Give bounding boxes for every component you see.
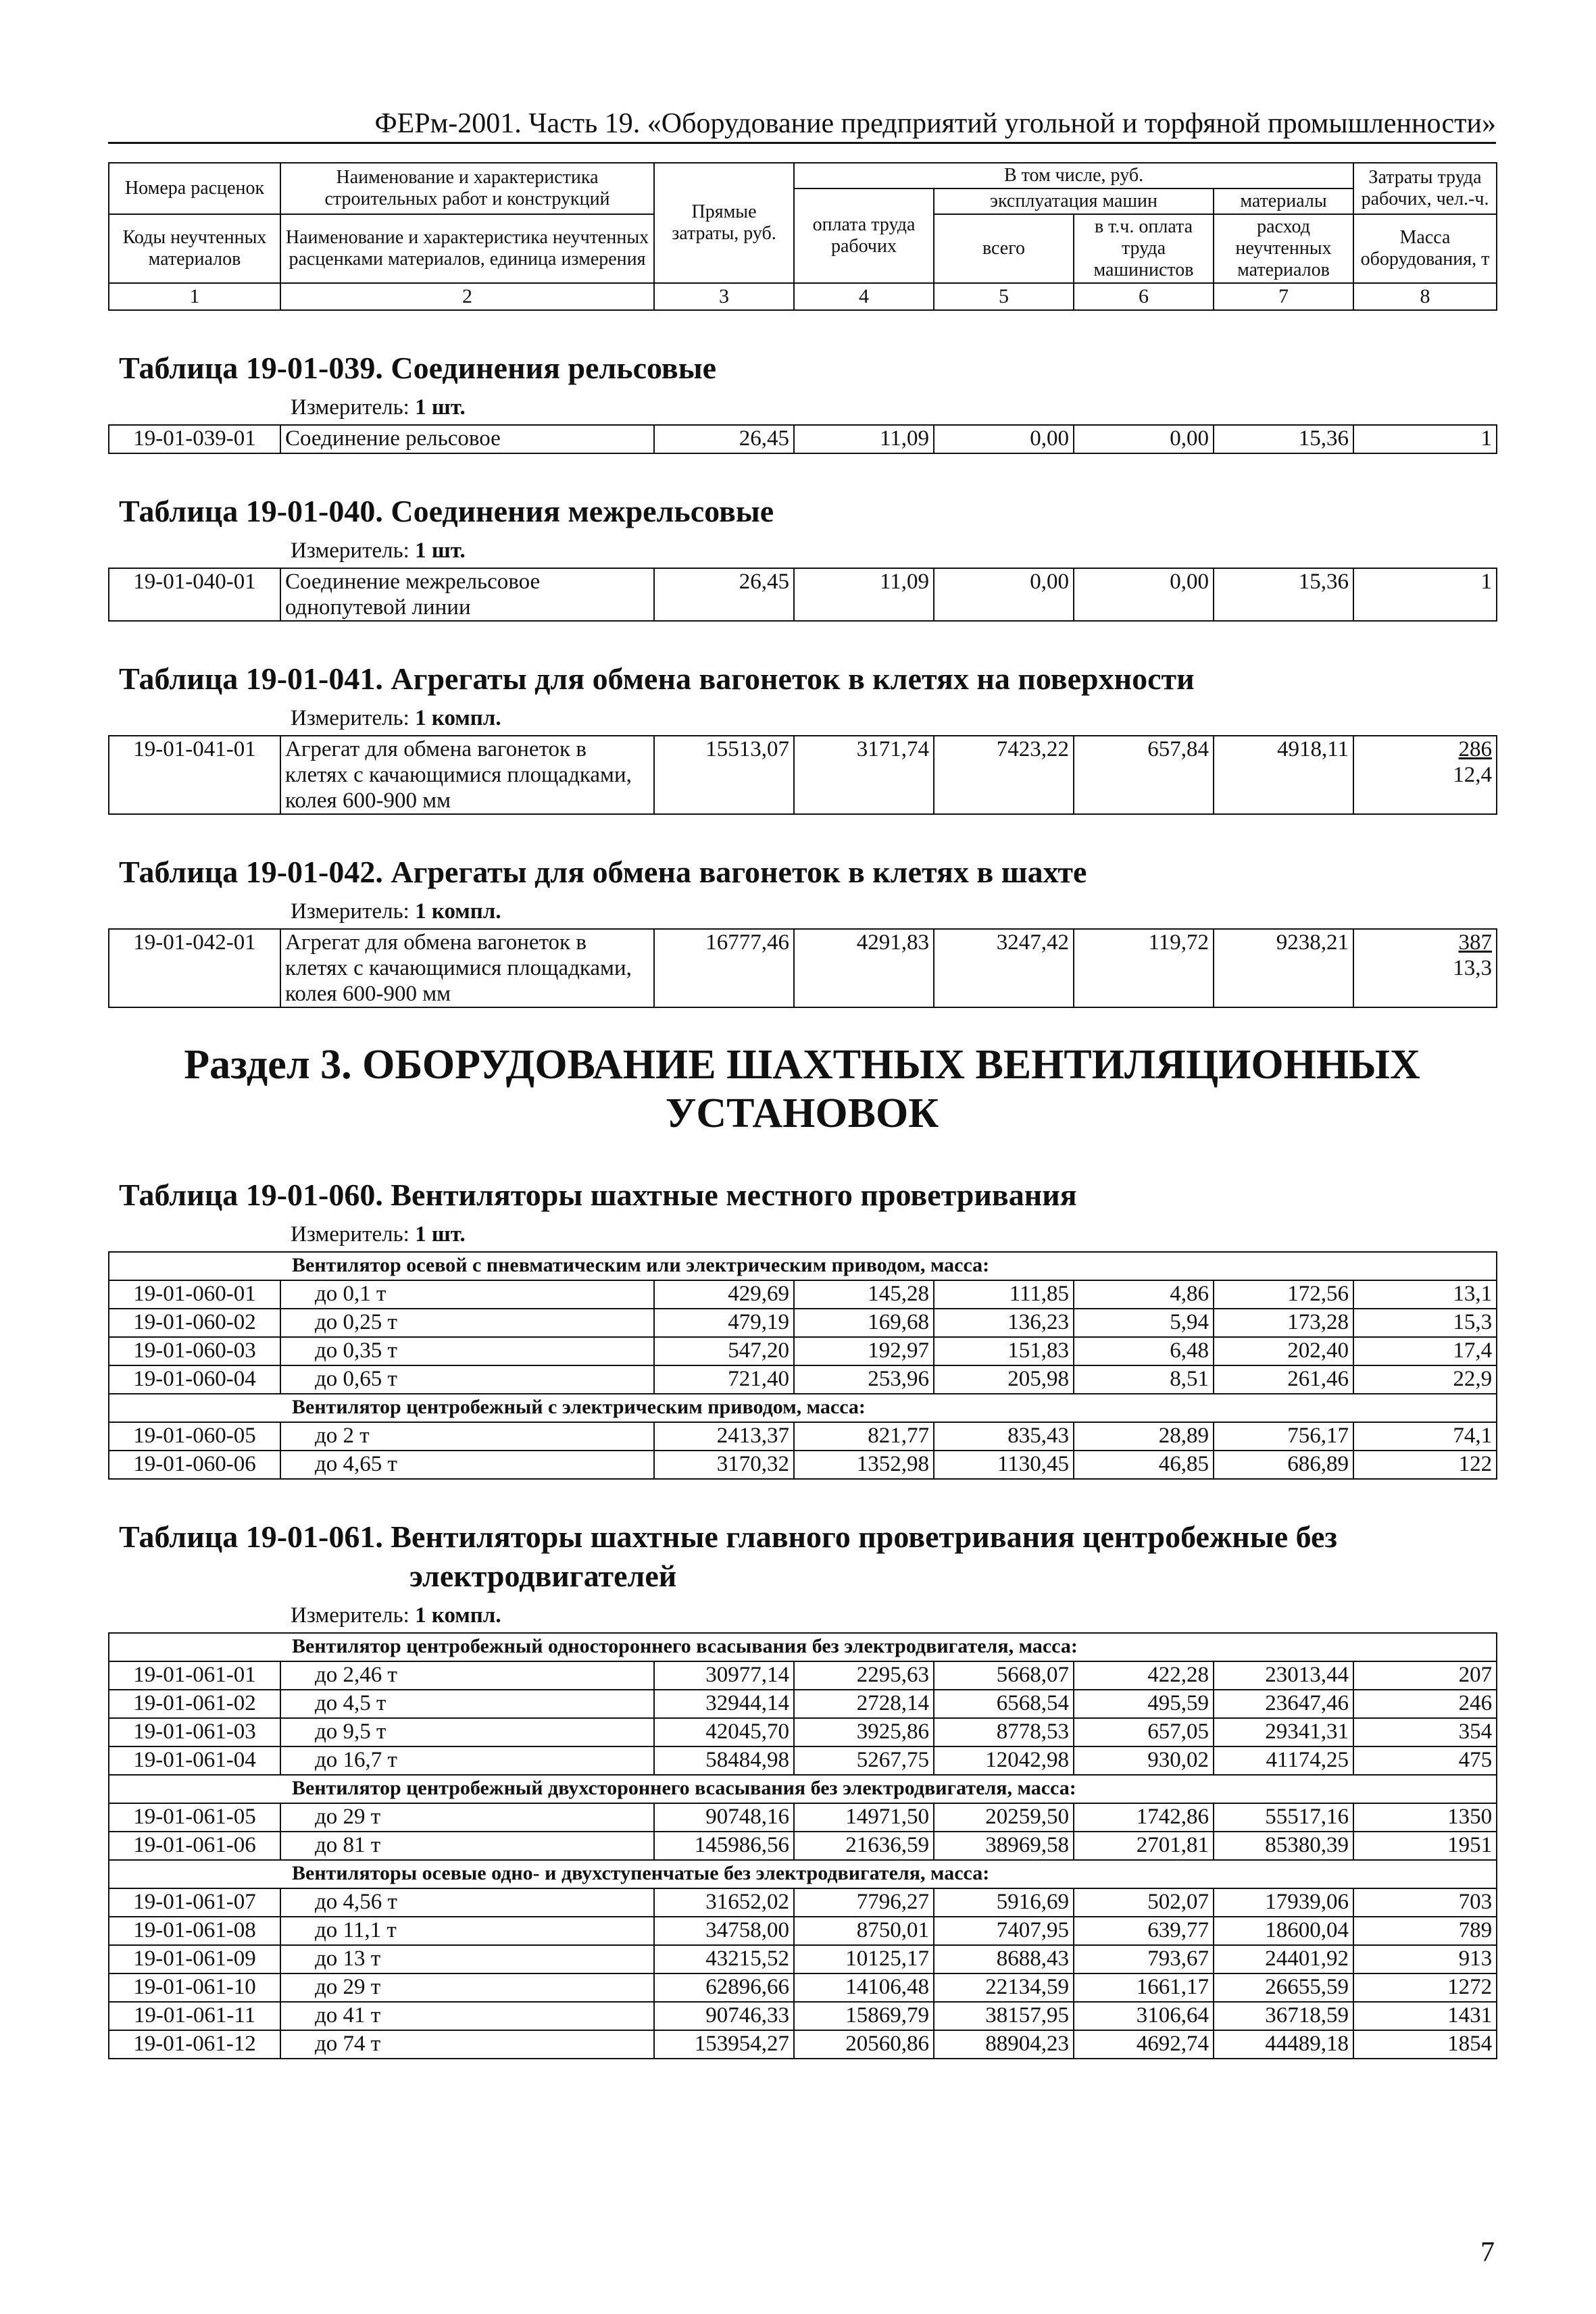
row-direct: 58484,98 [654, 1746, 794, 1775]
row-mach: 5668,07 [934, 1661, 1074, 1690]
row-direct: 31652,02 [654, 1888, 794, 1917]
row-mach-labor: 5,94 [1074, 1309, 1214, 1337]
row-mach-labor: 793,67 [1074, 1945, 1214, 1973]
row-labor: 4291,83 [794, 929, 934, 1007]
row-labor-h: 475 [1353, 1746, 1497, 1775]
row-name: до 29 т [280, 1973, 654, 2002]
row-mat: 173,28 [1214, 1309, 1353, 1337]
table-row [109, 1280, 1497, 1309]
measure-line: Измеритель: 1 компл. [291, 899, 501, 924]
measure-line: Измеритель: 1 компл. [291, 706, 501, 730]
row-direct: 721,40 [654, 1365, 794, 1394]
row-name: до 2,46 т [280, 1661, 654, 1690]
row-mach: 151,83 [934, 1337, 1074, 1365]
table-039 [108, 349, 1496, 454]
row-mat: 756,17 [1214, 1422, 1353, 1451]
row-mat: 18600,04 [1214, 1917, 1353, 1945]
data-table [108, 1251, 1497, 1480]
row-mach: 3247,42 [934, 929, 1074, 1007]
row-name: до 4,5 т [280, 1690, 654, 1718]
row-mach-labor: 4692,74 [1074, 2030, 1214, 2059]
row-mach: 5916,69 [934, 1888, 1074, 1917]
row-direct: 145986,56 [654, 1832, 794, 1860]
row-mach: 205,98 [934, 1365, 1074, 1394]
col2-bottom: Наименование и характеристика неучтенных расценками материалов, единица измерения [280, 214, 654, 283]
measure-line: Измеритель: 1 шт. [291, 538, 466, 563]
column-header-table [108, 162, 1497, 311]
measure-line: Измеритель: 1 шт. [291, 1222, 466, 1247]
table-row [109, 425, 1497, 453]
group-header: Вентилятор центробежный с электрическим приводом, масса: [109, 1394, 1497, 1422]
row-name: до 81 т [280, 1832, 654, 1860]
row-direct: 547,20 [654, 1337, 794, 1365]
row-code: 19-01-061-06 [109, 1832, 280, 1860]
data-table [108, 1632, 1497, 2059]
row-labor-mass [1353, 929, 1497, 1007]
row-name: Агрегат для обмена вагонеток в клетях с качающимися площадками, колея 600-900 мм [280, 736, 654, 814]
row-labor: 3171,74 [794, 736, 934, 814]
row-name: до 29 т [280, 1803, 654, 1832]
table-row [109, 1832, 1497, 1860]
page-header: ФЕРм-2001. Часть 19. «Оборудование предприятий угольной и торфяной промышленности» [374, 108, 1496, 139]
table-row [109, 1718, 1497, 1746]
group-header-row [109, 1394, 1497, 1422]
row-labor: 20560,86 [794, 2030, 934, 2059]
row-labor: 14106,48 [794, 1973, 934, 2002]
row-direct: 26,45 [654, 425, 794, 453]
section-title [108, 1040, 1496, 1138]
labor-cost-header: Затраты труда рабочих, чел.-ч. [1353, 163, 1497, 214]
col-number: 6 [1074, 283, 1214, 310]
row-mass: 13,3 [1453, 956, 1492, 980]
group-header-row [109, 1633, 1497, 1661]
row-direct: 3170,32 [654, 1451, 794, 1479]
table-row [109, 1422, 1497, 1451]
row-mat: 29341,31 [1214, 1718, 1353, 1746]
machines-total-header: всего [934, 214, 1074, 283]
row-code: 19-01-041-01 [109, 736, 280, 814]
measure-line: Измеритель: 1 шт. [291, 395, 466, 420]
row-mach-labor: 930,02 [1074, 1746, 1214, 1775]
machines-header: эксплуатация машин [934, 188, 1214, 214]
row-labor: 169,68 [794, 1309, 934, 1337]
row-labor-h: 913 [1353, 1945, 1497, 1973]
table-title-line: Таблица 19-01-061. Вентиляторы шахтные главного проветривания центробежные без [119, 1519, 1337, 1554]
row-mach: 38969,58 [934, 1832, 1074, 1860]
row-name: до 11,1 т [280, 1917, 654, 1945]
row-code: 19-01-060-02 [109, 1309, 280, 1337]
row-labor: 7796,27 [794, 1888, 934, 1917]
equip-mass-header: Масса оборудования, т [1353, 214, 1497, 283]
col-number: 1 [109, 283, 280, 310]
row-direct: 90748,16 [654, 1803, 794, 1832]
group-header: Вентилятор центробежный одностороннего всасывания без электродвигателя, масса: [109, 1633, 1497, 1661]
row-code: 19-01-042-01 [109, 929, 280, 1007]
row-code: 19-01-061-12 [109, 2030, 280, 2059]
data-table [108, 735, 1497, 815]
row-mat: 44489,18 [1214, 2030, 1353, 2059]
row-mat: 17939,06 [1214, 1888, 1353, 1917]
col-number: 7 [1214, 283, 1353, 310]
row-mach-labor: 0,00 [1074, 568, 1214, 621]
table-row [109, 736, 1497, 814]
row-labor: 2728,14 [794, 1690, 934, 1718]
row-code: 19-01-061-07 [109, 1888, 280, 1917]
group-header-row [109, 1252, 1497, 1280]
row-labor-h: 122 [1353, 1451, 1497, 1479]
row-name: до 4,65 т [280, 1451, 654, 1479]
machines-labor-header: в т.ч. оплата труда машинистов [1074, 214, 1214, 283]
row-labor: 821,77 [794, 1422, 934, 1451]
table-row [109, 1803, 1497, 1832]
table-041 [108, 659, 1496, 815]
row-name: до 0,35 т [280, 1337, 654, 1365]
row-mach: 38157,95 [934, 2002, 1074, 2030]
row-labor: 14971,50 [794, 1803, 934, 1832]
row-name: до 4,56 т [280, 1888, 654, 1917]
table-row [109, 1451, 1497, 1479]
row-labor-h: 246 [1353, 1690, 1497, 1718]
col-number: 4 [794, 283, 934, 310]
row-mat: 202,40 [1214, 1337, 1353, 1365]
row-labor: 10125,17 [794, 1945, 934, 1973]
row-name: до 0,1 т [280, 1280, 654, 1309]
row-code: 19-01-061-09 [109, 1945, 280, 1973]
row-name: Соединение межрельсовое однопутевой линии [280, 568, 654, 621]
labor-pay-header: оплата труда рабочих [794, 188, 934, 283]
row-name: до 74 т [280, 2030, 654, 2059]
row-mat: 41174,25 [1214, 1746, 1353, 1775]
row-code: 19-01-061-01 [109, 1661, 280, 1690]
materials-header: материалы [1214, 188, 1353, 214]
measure-line: Измеритель: 1 компл. [291, 1603, 501, 1628]
row-mach-labor: 422,28 [1074, 1661, 1214, 1690]
row-labor: 253,96 [794, 1365, 934, 1394]
row-labor-h: 1 [1353, 568, 1497, 621]
section-title-line: Раздел 3. ОБОРУДОВАНИЕ ШАХТНЫХ ВЕНТИЛЯЦИОННЫХ [184, 1042, 1420, 1088]
row-mach: 7423,22 [934, 736, 1074, 814]
row-mat: 24401,92 [1214, 1945, 1353, 1973]
page-number: 7 [1480, 2237, 1495, 2268]
document-body [108, 162, 1496, 2059]
table-row [109, 1917, 1497, 1945]
section-title-line: УСТАНОВОК [665, 1090, 939, 1136]
row-code: 19-01-060-03 [109, 1337, 280, 1365]
row-code: 19-01-061-11 [109, 2002, 280, 2030]
row-mach-labor: 8,51 [1074, 1365, 1214, 1394]
col2-top: Наименование и характеристика строительных работ и конструкций [280, 163, 654, 214]
row-direct: 16777,46 [654, 929, 794, 1007]
row-labor-mass [1353, 736, 1497, 814]
row-mach: 0,00 [934, 568, 1074, 621]
row-labor: 15869,79 [794, 2002, 934, 2030]
row-mach-labor: 495,59 [1074, 1690, 1214, 1718]
header-rule [108, 142, 1496, 144]
row-labor: 8750,01 [794, 1917, 934, 1945]
row-labor-h: 207 [1353, 1661, 1497, 1690]
col-number: 8 [1353, 283, 1497, 310]
row-labor-h: 1 [1353, 425, 1497, 453]
data-table [108, 424, 1497, 454]
row-mat: 15,36 [1214, 568, 1353, 621]
col3-direct-costs: Прямые затраты, руб. [654, 163, 794, 283]
row-labor-h: 1431 [1353, 2002, 1497, 2030]
row-mach: 22134,59 [934, 1973, 1074, 2002]
table-040 [108, 492, 1496, 622]
row-mat: 55517,16 [1214, 1803, 1353, 1832]
row-name: до 0,25 т [280, 1309, 654, 1337]
table-row [109, 929, 1497, 1007]
row-mass: 12,4 [1453, 763, 1492, 787]
row-labor: 11,09 [794, 425, 934, 453]
row-mach: 0,00 [934, 425, 1074, 453]
group-header-row [109, 1775, 1497, 1803]
row-mat: 261,46 [1214, 1365, 1353, 1394]
row-mach-labor: 4,86 [1074, 1280, 1214, 1309]
row-name: до 16,7 т [280, 1746, 654, 1775]
row-name: до 9,5 т [280, 1718, 654, 1746]
row-mat: 15,36 [1214, 425, 1353, 453]
incl-header: В том числе, руб. [794, 163, 1353, 188]
row-mach-labor: 0,00 [1074, 425, 1214, 453]
row-labor-h: 1951 [1353, 1832, 1497, 1860]
row-mach: 835,43 [934, 1422, 1074, 1451]
row-labor: 1352,98 [794, 1451, 934, 1479]
row-mat: 686,89 [1214, 1451, 1353, 1479]
row-mat: 172,56 [1214, 1280, 1353, 1309]
table-060 [108, 1176, 1496, 1480]
row-mat: 85380,39 [1214, 1832, 1353, 1860]
row-mach-labor: 639,77 [1074, 1917, 1214, 1945]
row-mach-labor: 119,72 [1074, 929, 1214, 1007]
group-header: Вентиляторы осевые одно- и двухступенчатые без электродвигателя, масса: [109, 1860, 1497, 1888]
row-direct: 429,69 [654, 1280, 794, 1309]
row-mach: 12042,98 [934, 1746, 1074, 1775]
row-labor-h: 17,4 [1353, 1337, 1497, 1365]
table-row [109, 1337, 1497, 1365]
row-mach: 88904,23 [934, 2030, 1074, 2059]
row-direct: 32944,14 [654, 1690, 794, 1718]
row-labor: 192,97 [794, 1337, 934, 1365]
row-direct: 34758,00 [654, 1917, 794, 1945]
row-labor: 21636,59 [794, 1832, 934, 1860]
row-name: до 2 т [280, 1422, 654, 1451]
table-title [108, 1517, 1496, 1596]
col-number: 2 [280, 283, 654, 310]
row-code: 19-01-060-04 [109, 1365, 280, 1394]
group-header-row [109, 1860, 1497, 1888]
row-labor-h: 15,3 [1353, 1309, 1497, 1337]
row-labor: 11,09 [794, 568, 934, 621]
row-name: до 41 т [280, 2002, 654, 2030]
table-row [109, 1945, 1497, 1973]
row-code: 19-01-061-02 [109, 1690, 280, 1718]
table-row [109, 1661, 1497, 1690]
table-row [109, 1746, 1497, 1775]
row-mach-labor: 46,85 [1074, 1451, 1214, 1479]
row-labor-h: 387 [1458, 930, 1492, 955]
row-code: 19-01-061-03 [109, 1718, 280, 1746]
row-mach-labor: 1742,86 [1074, 1803, 1214, 1832]
row-labor-h: 74,1 [1353, 1422, 1497, 1451]
row-mach-labor: 1661,17 [1074, 1973, 1214, 2002]
row-code: 19-01-060-05 [109, 1422, 280, 1451]
row-mach-labor: 657,84 [1074, 736, 1214, 814]
row-direct: 43215,52 [654, 1945, 794, 1973]
table-title: Таблица 19-01-040. Соединения межрельсовые [119, 494, 774, 528]
table-title: Таблица 19-01-039. Соединения рельсовые [119, 351, 717, 385]
row-name: Соединение рельсовое [280, 425, 654, 453]
table-row [109, 1690, 1497, 1718]
row-labor: 2295,63 [794, 1661, 934, 1690]
row-mach: 6568,54 [934, 1690, 1074, 1718]
row-mat: 23647,46 [1214, 1690, 1353, 1718]
row-mach: 7407,95 [934, 1917, 1074, 1945]
row-labor-h: 1350 [1353, 1803, 1497, 1832]
table-row [109, 1973, 1497, 2002]
table-row [109, 2002, 1497, 2030]
row-mat: 26655,59 [1214, 1973, 1353, 2002]
row-code: 19-01-039-01 [109, 425, 280, 453]
row-labor: 3925,86 [794, 1718, 934, 1746]
row-mat: 4918,11 [1214, 736, 1353, 814]
col-number: 5 [934, 283, 1074, 310]
row-name: Агрегат для обмена вагонеток в клетях с качающимися площадками, колея 600-900 мм [280, 929, 654, 1007]
row-code: 19-01-061-08 [109, 1917, 280, 1945]
row-labor-h: 1272 [1353, 1973, 1497, 2002]
row-code: 19-01-040-01 [109, 568, 280, 621]
data-table [108, 928, 1497, 1008]
row-labor-h: 703 [1353, 1888, 1497, 1917]
row-mach-labor: 657,05 [1074, 1718, 1214, 1746]
table-042 [108, 853, 1496, 1008]
col1-bottom: Коды неучтенных материалов [109, 214, 280, 283]
row-code: 19-01-061-05 [109, 1803, 280, 1832]
row-mach-labor: 3106,64 [1074, 2002, 1214, 2030]
group-header: Вентилятор центробежный двухстороннего всасывания без электродвигателя, масса: [109, 1775, 1497, 1803]
row-direct: 479,19 [654, 1309, 794, 1337]
table-title: Таблица 19-01-042. Агрегаты для обмена вагонеток в клетях в шахте [119, 855, 1087, 889]
row-direct: 26,45 [654, 568, 794, 621]
materials-sub-header: расход неучтенных материалов [1214, 214, 1353, 283]
col1-top: Номера расценок [109, 163, 280, 214]
table-061 [108, 1517, 1496, 2059]
row-direct: 62896,66 [654, 1973, 794, 2002]
row-mach-labor: 6,48 [1074, 1337, 1214, 1365]
table-title: Таблица 19-01-060. Вентиляторы шахтные местного проветривания [119, 1178, 1077, 1212]
row-labor-h: 354 [1353, 1718, 1497, 1746]
data-table [108, 568, 1497, 622]
row-mach: 111,85 [934, 1280, 1074, 1309]
row-labor-h: 1854 [1353, 2030, 1497, 2059]
row-mat: 36718,59 [1214, 2002, 1353, 2030]
row-mach: 136,23 [934, 1309, 1074, 1337]
row-mat: 23013,44 [1214, 1661, 1353, 1690]
row-mach: 8688,43 [934, 1945, 1074, 1973]
row-labor-h: 22,9 [1353, 1365, 1497, 1394]
row-mach: 1130,45 [934, 1451, 1074, 1479]
table-title-line: электродвигателей [409, 1559, 677, 1593]
row-direct: 153954,27 [654, 2030, 794, 2059]
col-number: 3 [654, 283, 794, 310]
row-mach: 20259,50 [934, 1803, 1074, 1832]
table-row [109, 1365, 1497, 1394]
row-code: 19-01-060-06 [109, 1451, 280, 1479]
row-direct: 15513,07 [654, 736, 794, 814]
row-code: 19-01-060-01 [109, 1280, 280, 1309]
row-labor-h: 286 [1458, 737, 1492, 761]
row-direct: 2413,37 [654, 1422, 794, 1451]
row-mat: 9238,21 [1214, 929, 1353, 1007]
row-direct: 90746,33 [654, 2002, 794, 2030]
table-row [109, 1888, 1497, 1917]
row-labor: 145,28 [794, 1280, 934, 1309]
row-mach-labor: 2701,81 [1074, 1832, 1214, 1860]
row-mach-labor: 502,07 [1074, 1888, 1214, 1917]
row-labor-h: 789 [1353, 1917, 1497, 1945]
row-direct: 30977,14 [654, 1661, 794, 1690]
table-row [109, 2030, 1497, 2059]
row-code: 19-01-061-04 [109, 1746, 280, 1775]
group-header: Вентилятор осевой с пневматическим или электрическим приводом, масса: [109, 1252, 1497, 1280]
row-mach: 8778,53 [934, 1718, 1074, 1746]
row-mach-labor: 28,89 [1074, 1422, 1214, 1451]
table-title: Таблица 19-01-041. Агрегаты для обмена вагонеток в клетях на поверхности [119, 661, 1195, 696]
table-row [109, 568, 1497, 621]
row-labor-h: 13,1 [1353, 1280, 1497, 1309]
row-name: до 0,65 т [280, 1365, 654, 1394]
row-code: 19-01-061-10 [109, 1973, 280, 2002]
row-name: до 13 т [280, 1945, 654, 1973]
row-labor: 5267,75 [794, 1746, 934, 1775]
table-row [109, 1309, 1497, 1337]
row-direct: 42045,70 [654, 1718, 794, 1746]
